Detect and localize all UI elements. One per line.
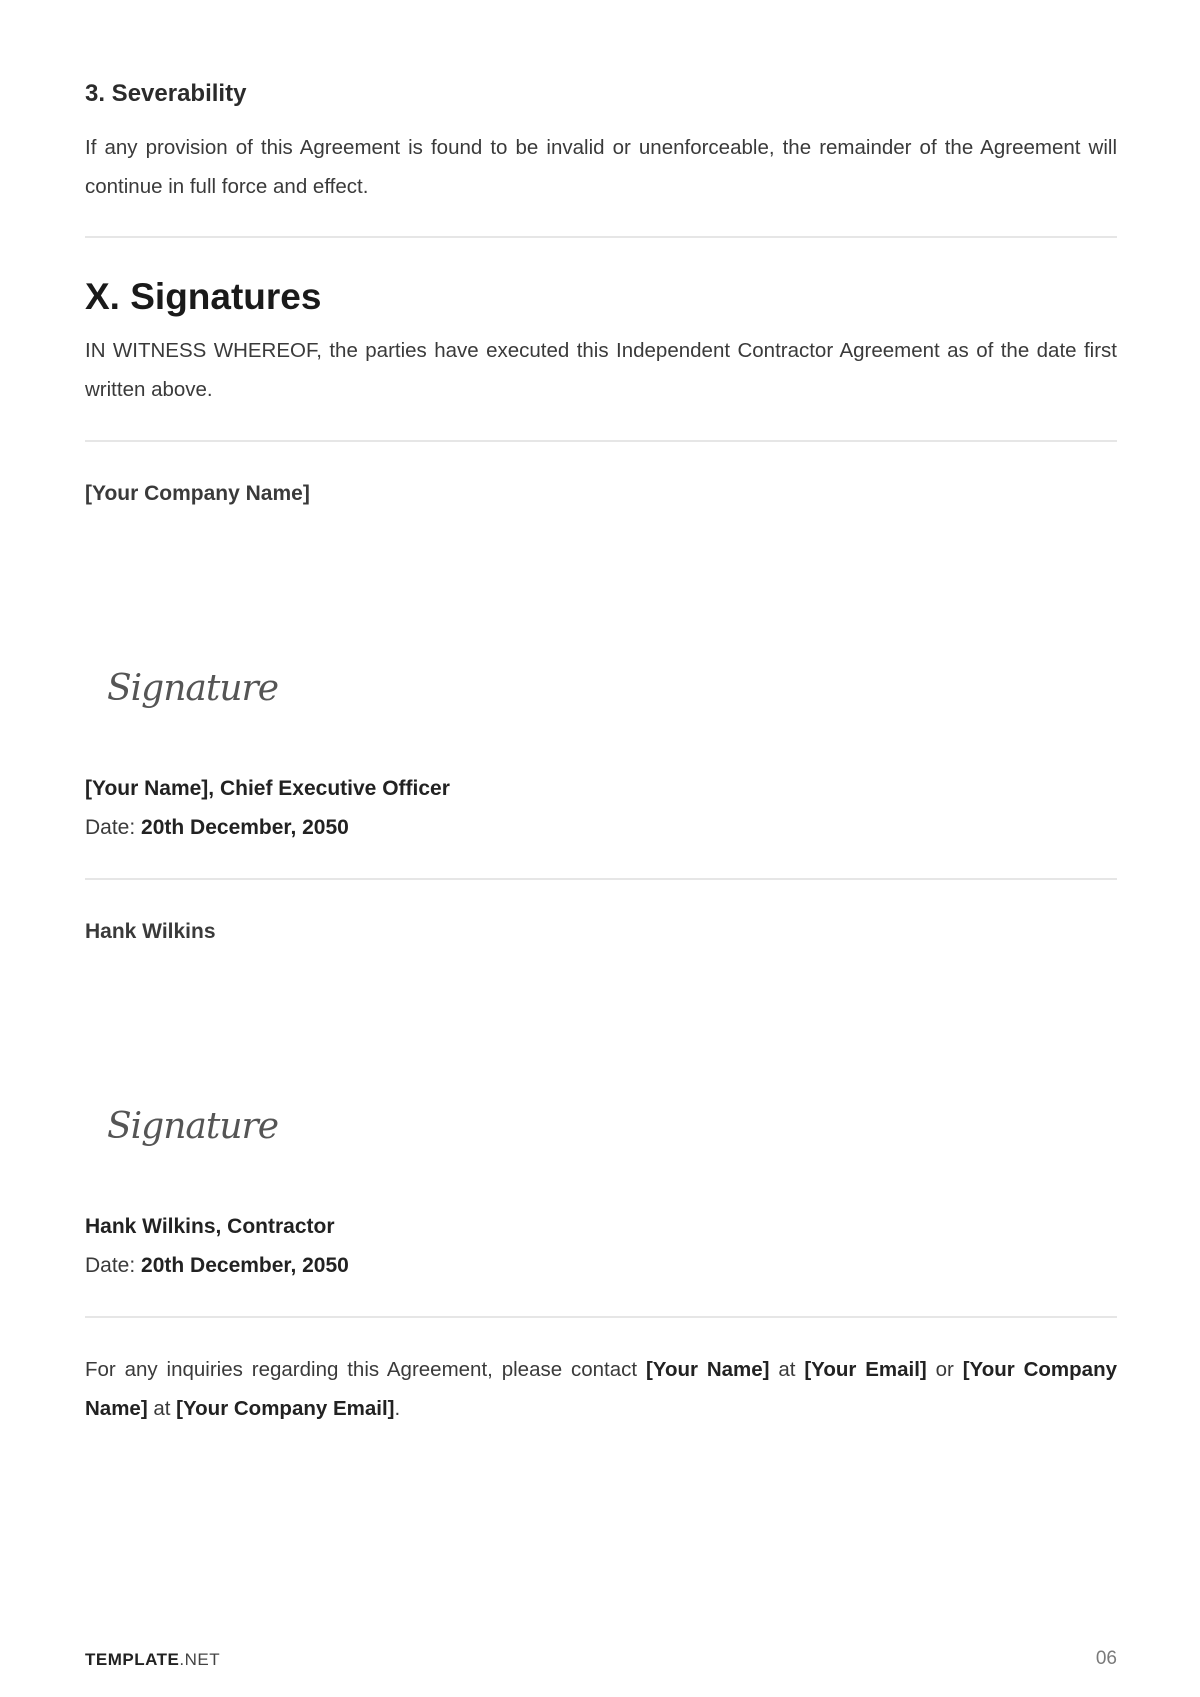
contact-text: at [769,1358,805,1381]
signature-image: Signature [107,1106,279,1147]
contact-company: [Your Company Name] [85,1358,1117,1420]
contact-text: For any inquiries regarding this Agreement, please contact [85,1358,646,1381]
signer-title: , Chief Executive Officer [208,777,450,800]
contact-paragraph-wrap [85,1350,1117,1428]
contact-company-email: [Your Company Email] [176,1397,395,1420]
signatures-section [85,276,1117,318]
contact-name: [Your Name] [645,1358,770,1381]
contractor-party-label-wrap [85,912,1117,951]
contractor-signer-line [85,1207,1117,1285]
divider [85,440,1117,442]
section-heading: X. Signatures [85,276,322,317]
contact-text: at [147,1397,177,1420]
section-paragraph: IN WITNESS WHEREOF, the parties have executed this Independent Contractor Agreement as of the date first written above. [85,339,1117,401]
contact-paragraph [85,1350,1117,1428]
divider [85,878,1117,880]
contact-text: or [926,1358,963,1381]
section-heading: 3. Severability [85,80,247,107]
date-value: 20th December, 2050 [141,1254,349,1277]
party-name: [Your Company Name] [85,482,310,505]
party-name: Hank Wilkins [85,920,216,943]
page-number: 06 [1095,1648,1117,1669]
severability-section [85,80,1117,108]
company-party-label-wrap [85,474,1117,513]
divider [85,1316,1117,1318]
contact-text: . [394,1397,401,1420]
divider [85,236,1117,238]
signer-name: [Your Name] [85,777,209,800]
date-value: 20th December, 2050 [141,816,349,839]
date-label: Date: [85,1254,142,1277]
section-paragraph: If any provision of this Agreement is found to be invalid or unenforceable, the remainder of the Agreement will continue in full force and effect. [85,136,1117,198]
contact-email: [Your Email] [804,1358,927,1381]
date-label: Date: [85,816,142,839]
severability-body-wrap [85,128,1117,206]
brand-logo [85,1650,220,1670]
signatures-body-wrap [85,331,1117,409]
signature-image: Signature [107,668,279,709]
signer-name: Hank Wilkins [85,1215,216,1238]
brand-light: .NET [179,1650,221,1669]
brand-strong: TEMPLATE [85,1650,180,1669]
signer-title: , Contractor [215,1215,335,1238]
company-signer-line [85,769,1117,847]
